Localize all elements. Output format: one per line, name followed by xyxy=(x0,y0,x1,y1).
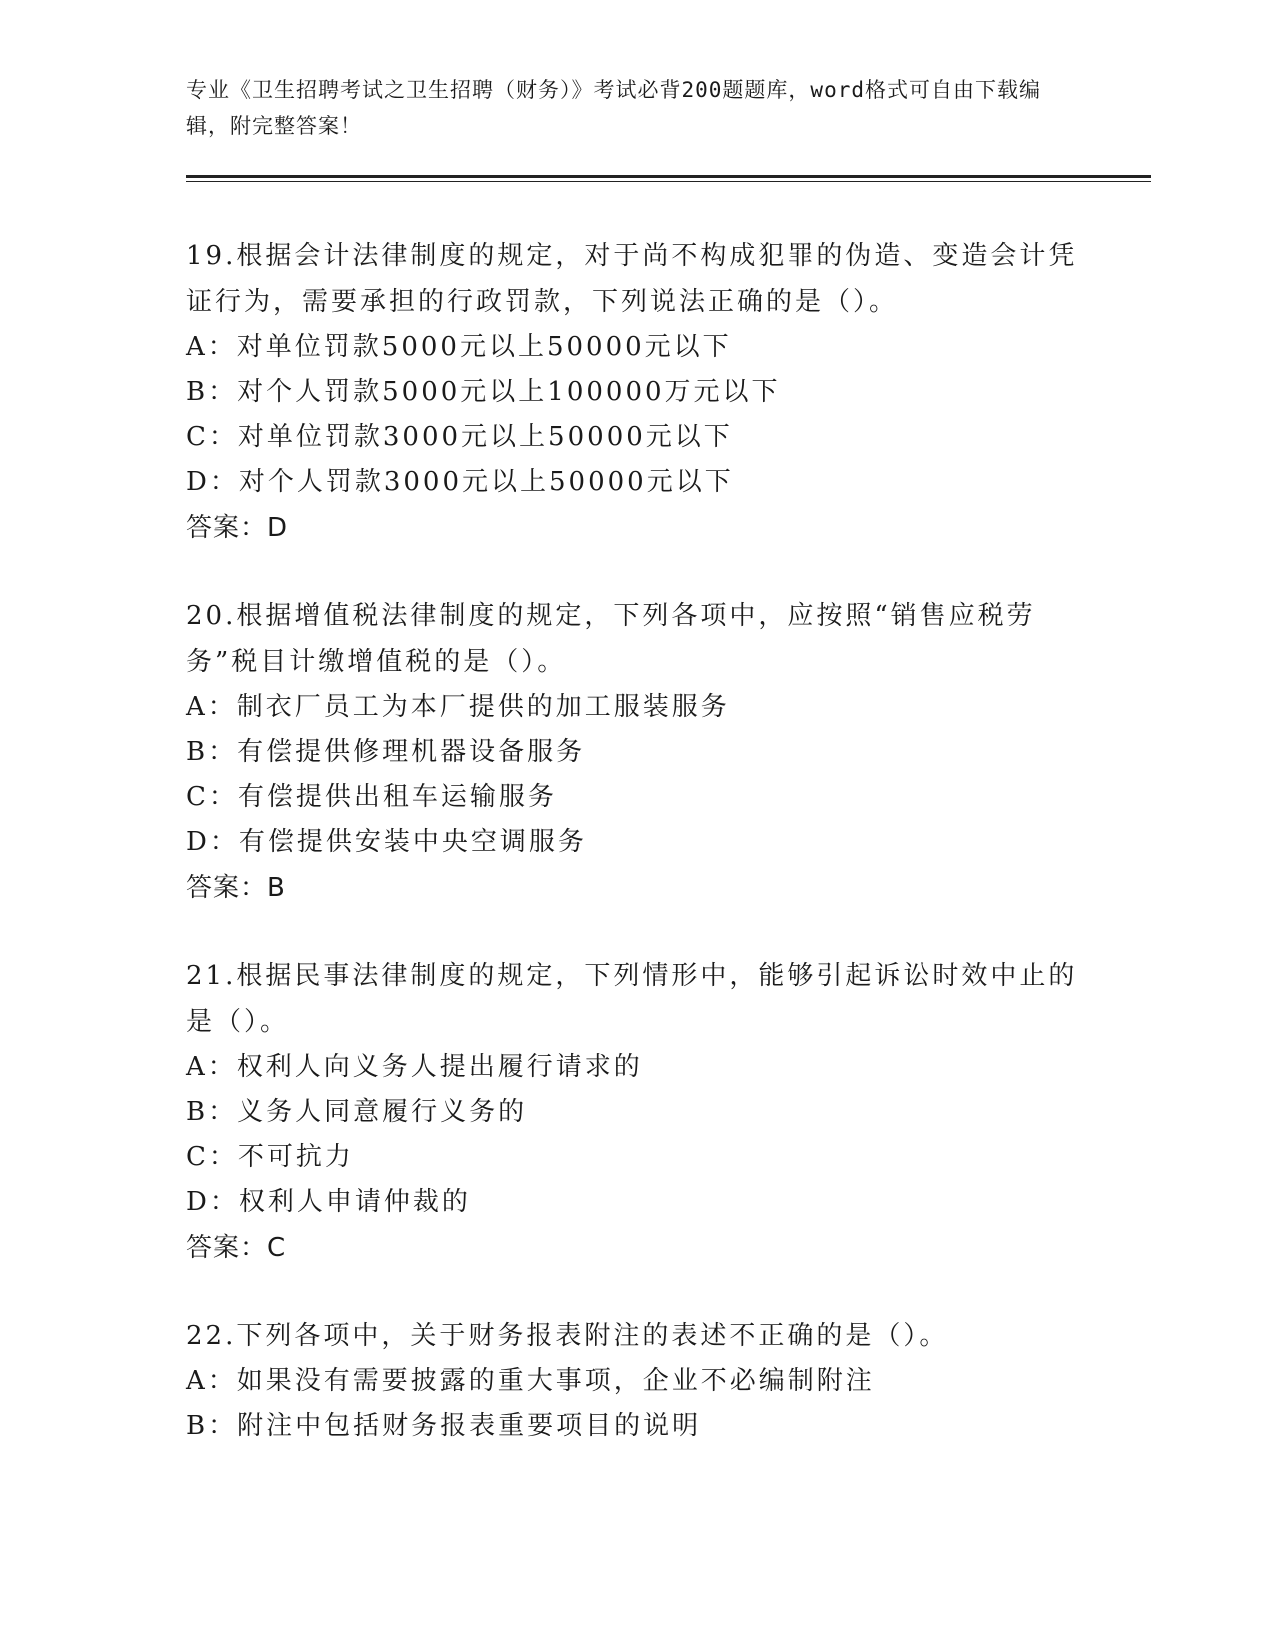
option-b: B：附注中包括财务报表重要项目的说明 xyxy=(186,1411,702,1441)
option-d: D：权利人申请仲裁的 xyxy=(186,1187,471,1217)
question-22 xyxy=(186,1313,1086,1449)
answer-label: 答案：C xyxy=(186,1233,287,1263)
option-b: B：义务人同意履行义务的 xyxy=(186,1097,528,1127)
option-d: D：对个人罚款3000元以上50000元以下 xyxy=(186,467,734,497)
option-a: A：制衣厂员工为本厂提供的加工服装服务 xyxy=(186,692,730,722)
option-a: A：如果没有需要披露的重大事项，企业不必编制附注 xyxy=(186,1366,875,1396)
answer-label: 答案：B xyxy=(186,873,286,903)
option-c: C：有偿提供出租车运输服务 xyxy=(186,782,557,812)
question-20 xyxy=(186,593,1086,911)
header-divider-thin xyxy=(186,181,1151,182)
option-c: C：对单位罚款3000元以上50000元以下 xyxy=(186,422,733,452)
option-b: B：有偿提供修理机器设备服务 xyxy=(186,737,586,767)
question-21 xyxy=(186,953,1086,1271)
question-stem: 22.下列各项中，关于财务报表附注的表述不正确的是（）。 xyxy=(186,1321,949,1351)
option-d: D：有偿提供安装中央空调服务 xyxy=(186,827,587,857)
option-a: A：对单位罚款5000元以上50000元以下 xyxy=(186,332,732,362)
question-stem: 21.根据民事法律制度的规定，下列情形中，能够引起诉讼时效中止的是（）。 xyxy=(186,961,1078,1037)
option-a: A：权利人向义务人提出履行请求的 xyxy=(186,1052,643,1082)
document-header: 专业《卫生招聘考试之卫生招聘（财务）》考试必背200题题库，word格式可自由下载编辑，附完整答案！ xyxy=(186,78,1041,138)
question-list xyxy=(186,233,1086,1491)
question-stem: 20.根据增值税法律制度的规定，下列各项中，应按照“销售应税劳务”税目计缴增值税的是（）。 xyxy=(186,601,1036,677)
header-divider-thick xyxy=(186,175,1151,178)
question-stem: 19.根据会计法律制度的规定，对于尚不构成犯罪的伪造、变造会计凭证行为，需要承担的行政罚款，下列说法正确的是（）。 xyxy=(186,241,1078,317)
option-c: C：不可抗力 xyxy=(186,1142,354,1172)
question-19 xyxy=(186,233,1086,551)
option-b: B：对个人罚款5000元以上100000万元以下 xyxy=(186,377,781,407)
answer-label: 答案：D xyxy=(186,513,289,543)
